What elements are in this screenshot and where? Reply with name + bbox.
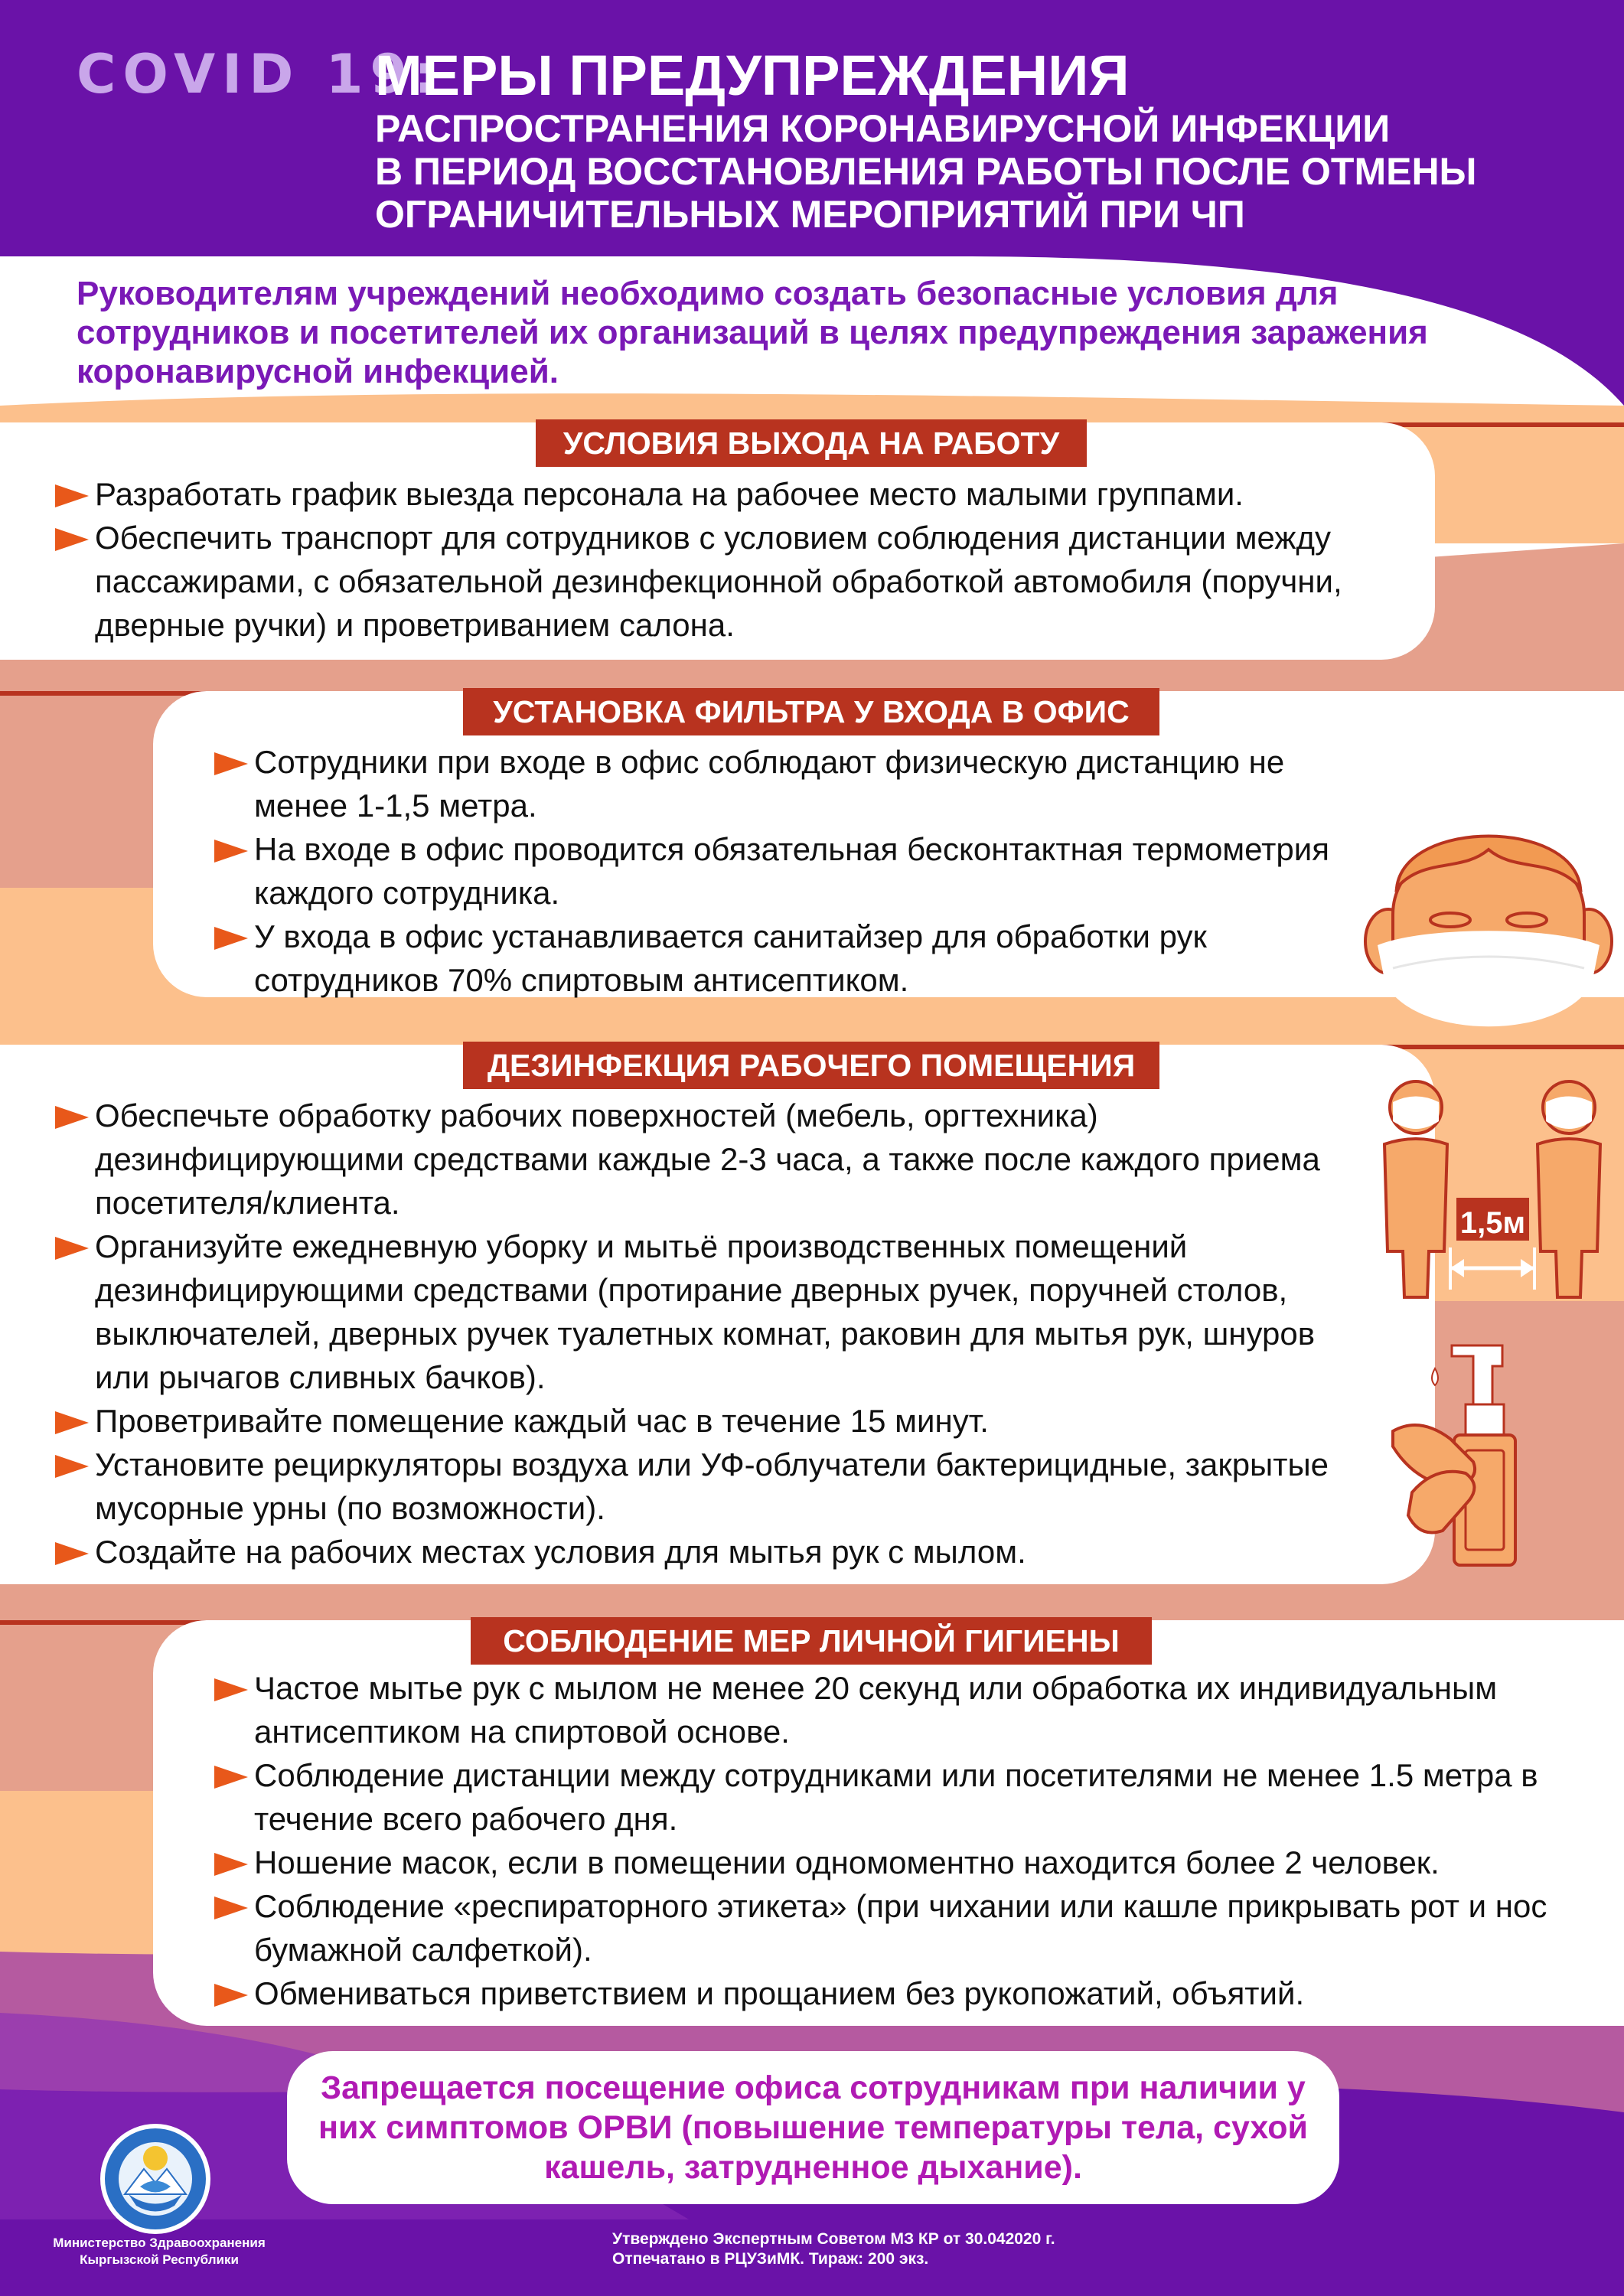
- ministry-label: Министерство Здравоохранения Кыргызской Республики: [53, 2236, 266, 2267]
- bullet-arrow-icon: [214, 840, 248, 863]
- covid-label: COVID 19:: [77, 43, 443, 106]
- section-title: УСТАНОВКА ФИЛЬТРА У ВХОДА В ОФИС: [463, 688, 1159, 735]
- bullet-arrow-icon: [55, 1542, 89, 1565]
- bullet-arrow-icon: [55, 1106, 89, 1129]
- list-item: Частое мытье рук с мылом не менее 20 секунд или обработка их индивидуальным антисептиком на спиртовой основе.: [214, 1666, 1561, 1753]
- intro-text: Руководителям учреждений необходимо создать безопасные условия для сотрудников и посетителей их организаций в целях предупреждения заражения коронавирусной инфекцией.: [77, 275, 1428, 390]
- bullet-arrow-icon: [55, 1411, 89, 1434]
- section-title: СОБЛЮДЕНИЕ МЕР ЛИЧНОЙ ГИГИЕНЫ: [471, 1617, 1152, 1665]
- list-item: Разработать график выезда персонала на рабочее место малыми группами.: [55, 472, 1425, 516]
- hand-sanitizer-icon: [1389, 1332, 1611, 1569]
- list-item: Создайте на рабочих местах условия для мытья рук с мылом.: [55, 1530, 1364, 1574]
- approval-note: Утверждено Экспертным Советом МЗ КР от 30.042020 г. Отпечатано в РЦУЗиМК. Тираж: 200 экз.: [612, 2230, 1055, 2268]
- list-item: Соблюдение дистанции между сотрудниками или посетителями не менее 1.5 метра в течение всего рабочего дня.: [214, 1753, 1561, 1841]
- distance-label: 1,5м: [1459, 1206, 1526, 1240]
- bullet-arrow-icon: [214, 752, 248, 775]
- list-item: Соблюдение «респираторного этикета» (при чихании или кашле прикрывать рот и нос бумажной салфеткой).: [214, 1884, 1561, 1971]
- section-items: [214, 740, 1362, 1002]
- section-title: УСЛОВИЯ ВЫХОДА НА РАБОТУ: [536, 419, 1087, 467]
- bullet-arrow-icon: [214, 1853, 248, 1876]
- list-item: Проветривайте помещение каждый час в течение 15 минут.: [55, 1399, 1364, 1443]
- bullet-arrow-icon: [214, 1766, 248, 1789]
- title-line: ОГРАНИЧИТЕЛЬНЫХ МЕРОПРИЯТИЙ ПРИ ЧП: [375, 193, 1245, 236]
- section-items: [214, 1666, 1561, 2015]
- section-items: [55, 472, 1425, 647]
- page-title: МЕРЫ ПРЕДУПРЕЖДЕНИЯ: [375, 44, 1130, 107]
- list-item: Ношение масок, если в помещении одномоментно находится более 2 человек.: [214, 1841, 1561, 1884]
- ban-notice: [287, 2051, 1339, 2204]
- section-title: ДЕЗИНФЕКЦИЯ РАБОЧЕГО ПОМЕЩЕНИЯ: [463, 1042, 1159, 1089]
- bullet-arrow-icon: [214, 1896, 248, 1919]
- list-item: На входе в офис проводится обязательная бесконтактная термометрия каждого сотрудника.: [214, 827, 1362, 915]
- distance-people-icon: [1374, 1068, 1611, 1305]
- list-item: Обмениваться приветствием и прощанием без рукопожатий, объятий.: [214, 1971, 1561, 2015]
- list-item: Обеспечьте обработку рабочих поверхностей (мебель, оргтехника) дезинфицирующими средствами каждые 2-3 часа, а также после каждого приема посетителя/клиента.: [55, 1094, 1364, 1225]
- list-item: Установите рециркуляторы воздуха или УФ-облучатели бактерицидные, закрытые мусорные урны (по возможности).: [55, 1443, 1364, 1530]
- bullet-arrow-icon: [55, 1237, 89, 1260]
- title-line: РАСПРОСТРАНЕНИЯ КОРОНАВИРУСНОЙ ИНФЕКЦИИ: [375, 107, 1391, 150]
- bullet-arrow-icon: [55, 528, 89, 551]
- section-items: [55, 1094, 1364, 1574]
- list-item: Сотрудники при входе в офис соблюдают физическую дистанцию не менее 1-1,5 метра.: [214, 740, 1362, 827]
- ban-text: Запрещается посещение офиса сотрудникам при наличии у них симптомов ОРВИ (повышение температуры тела, сухой кашель, затрудненное дыхание).: [318, 2069, 1308, 2186]
- bullet-arrow-icon: [55, 484, 89, 507]
- emblem-icon: [98, 2122, 213, 2236]
- bullet-arrow-icon: [214, 1984, 248, 2007]
- list-item: Обеспечить транспорт для сотрудников с условием соблюдения дистанции между пассажирами, с обязательной дезинфекционной обработкой автомобиля (поручни, дверные ручки) и проветриванием салона.: [55, 516, 1425, 647]
- list-item: Организуйте ежедневную уборку и мытьё производственных помещений дезинфицирующими средствами (протирание дверных ручек, поручней столов, выключателей, дверных ручек туалетных комнат, раковин для мытья рук, шнуров или рычагов сливных бачков).: [55, 1225, 1364, 1399]
- bullet-arrow-icon: [214, 1678, 248, 1701]
- bullet-arrow-icon: [214, 927, 248, 950]
- list-item: У входа в офис устанавливается санитайзер для обработки рук сотрудников 70% спиртовым антисептиком.: [214, 915, 1362, 1002]
- title-line: В ПЕРИОД ВОССТАНОВЛЕНИЯ РАБОТЫ ПОСЛЕ ОТМЕНЫ: [375, 150, 1477, 193]
- face-mask-icon: [1362, 788, 1615, 1041]
- bullet-arrow-icon: [55, 1455, 89, 1478]
